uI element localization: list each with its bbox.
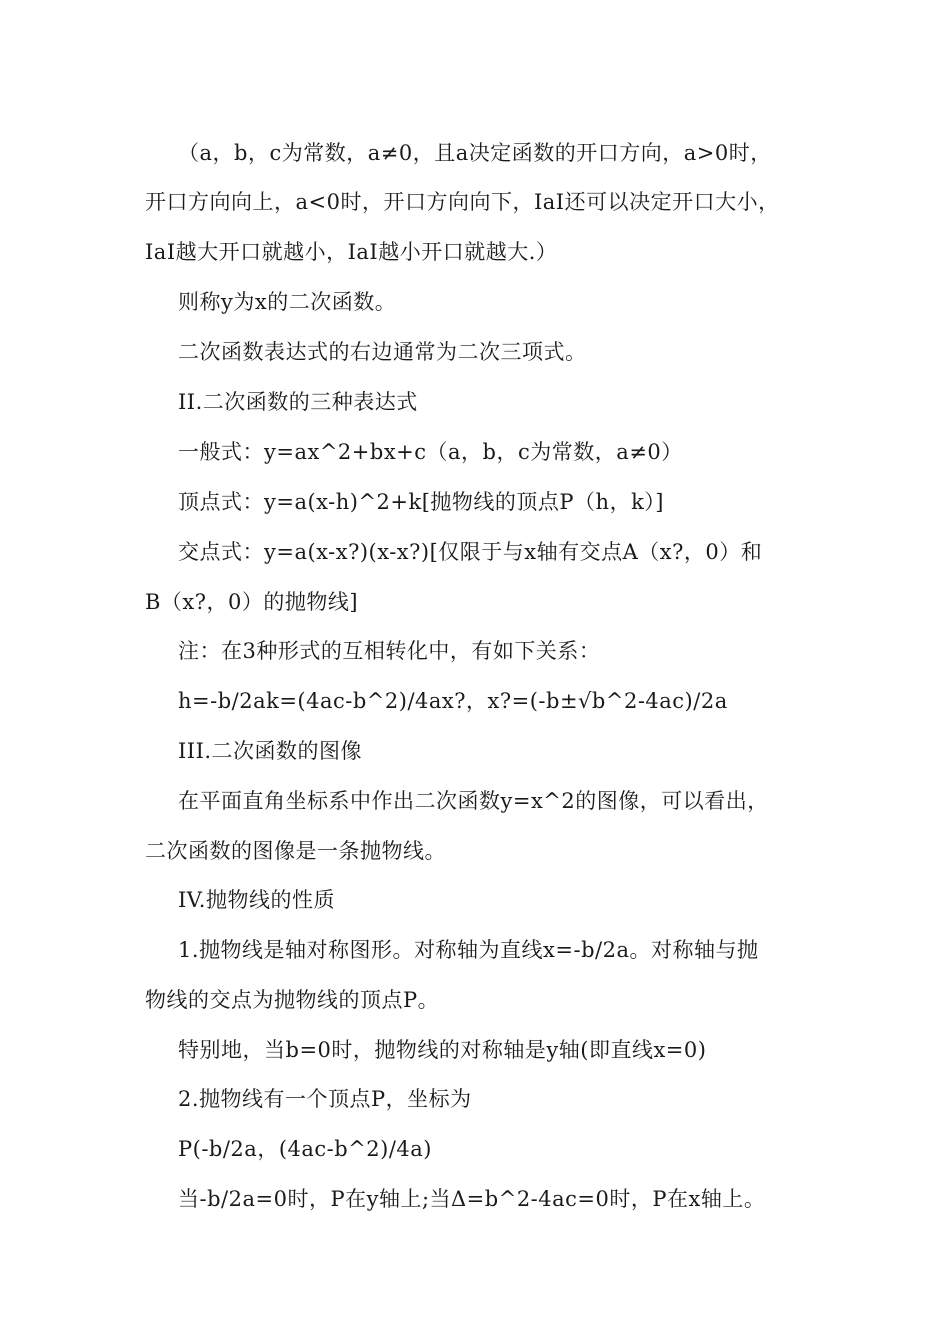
paragraph-line: 物线的交点为抛物线的顶点P。 xyxy=(145,988,440,1012)
paragraph-line: 二次函数表达式的右边通常为二次三项式。 xyxy=(178,340,587,364)
paragraph-line: 则称y为x的二次函数。 xyxy=(178,290,397,314)
formula-line: 交点式：y=a(x-x?)(x-x?)[仅限于与x轴有交点A（x?，0）和 xyxy=(178,540,763,564)
formula-line: P(-b/2a，(4ac-b^2)/4a) xyxy=(178,1137,432,1161)
section-heading: II.二次函数的三种表达式 xyxy=(178,390,418,414)
paragraph-line: 特别地，当b=0时，抛物线的对称轴是y轴(即直线x=0) xyxy=(178,1038,707,1062)
paragraph-line: 开口方向向上，a<0时，开口方向向下，IaI还可以决定开口大小， xyxy=(145,190,780,214)
section-heading: IV.抛物线的性质 xyxy=(178,888,335,912)
paragraph-line: 2.抛物线有一个顶点P，坐标为 xyxy=(178,1087,472,1111)
paragraph-line: 注：在3种形式的互相转化中，有如下关系： xyxy=(178,639,601,663)
section-heading: III.二次函数的图像 xyxy=(178,739,363,763)
formula-line: 顶点式：y=a(x-h)^2+k[抛物线的顶点P（h，k）] xyxy=(178,490,665,514)
paragraph-line: 二次函数的图像是一条抛物线。 xyxy=(145,839,446,863)
paragraph-line: 1.抛物线是轴对称图形。对称轴为直线x=-b/2a。对称轴与抛 xyxy=(178,938,759,962)
formula-line: h=-b/2ak=(4ac-b^2)/4ax?，x?=(-b±√b^2-4ac)/2a xyxy=(178,689,728,713)
paragraph-line: 在平面直角坐标系中作出二次函数y=x^2的图像，可以看出， xyxy=(178,789,769,813)
formula-line: B（x?，0）的抛物线] xyxy=(145,590,359,614)
formula-line: 一般式：y=ax^2+bx+c（a，b，c为常数，a≠0） xyxy=(178,440,683,464)
paragraph-line: （a，b，c为常数，a≠0，且a决定函数的开口方向，a>0时， xyxy=(178,141,772,165)
paragraph-line: 当-b/2a=0时，P在y轴上;当Δ=b^2-4ac=0时，P在x轴上。 xyxy=(178,1187,766,1211)
paragraph-line: IaI越大开口就越小，IaI越小开口就越大.） xyxy=(145,240,558,264)
